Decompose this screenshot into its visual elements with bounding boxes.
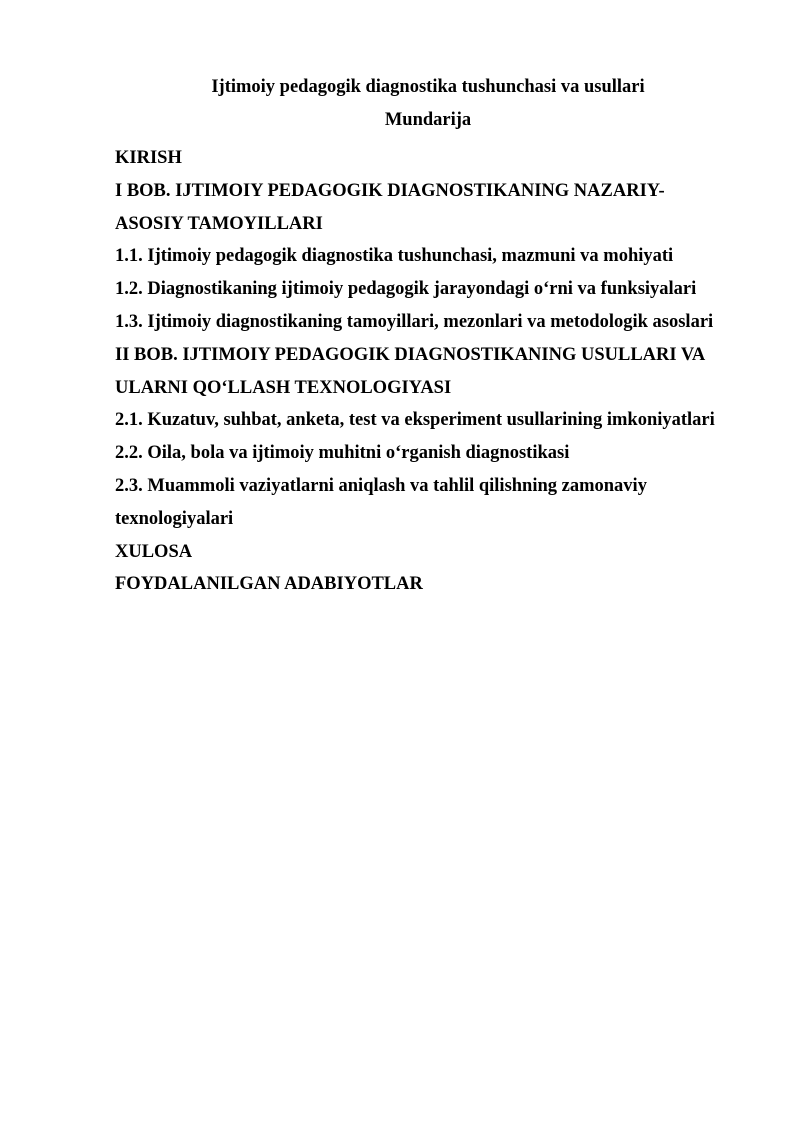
toc-item-section-1-1: 1.1. Ijtimoiy pedagogik diagnostika tushunchasi, mazmuni va mohiyati	[115, 246, 674, 267]
toc-item-conclusion: XULOSA	[115, 541, 193, 562]
toc-item-section-1-2: 1.2. Diagnostikaning ijtimoiy pedagogik jarayondagi o‘rni va funksiyalari	[115, 279, 697, 300]
toc-item-chapter-2-title: II BOB. IJTIMOIY PEDAGOGIK DIAGNOSTIKANING USULLARI VA	[115, 344, 706, 365]
table-of-contents	[115, 142, 755, 601]
toc-item-introduction: KIRISH	[115, 148, 182, 168]
toc-item-section-2-3-cont: texnologiyalari	[115, 508, 234, 529]
toc-heading: Mundarija	[384, 110, 472, 130]
toc-item-section-2-1: 2.1. Kuzatuv, suhbat, anketa, test va eksperiment usullarining imkoniyatlari	[115, 410, 715, 431]
toc-item-chapter-1-title: I BOB. IJTIMOIY PEDAGOGIK DIAGNOSTIKANING NAZARIY-	[115, 180, 665, 201]
toc-item-references: FOYDALANILGAN ADABIYOTLAR	[115, 574, 423, 595]
toc-item-section-2-3: 2.3. Muammoli vaziyatlarni aniqlash va tahlil qilishning zamonaviy	[115, 475, 647, 496]
toc-item-section-1-3: 1.3. Ijtimoiy diagnostikaning tamoyillari, mezonlari va metodologik asoslari	[115, 311, 714, 332]
toc-item-chapter-1-title-cont: ASOSIY TAMOYILLARI	[115, 213, 323, 234]
toc-item-chapter-2-title-cont: ULARNI QO‘LLASH TEXNOLOGIYASI	[115, 377, 452, 398]
toc-item-section-2-2: 2.2. Oila, bola va ijtimoiy muhitni o‘rganish diagnostikasi	[115, 443, 570, 464]
document-title: Ijtimoiy pedagogik diagnostika tushunchasi va usullari	[211, 77, 645, 97]
